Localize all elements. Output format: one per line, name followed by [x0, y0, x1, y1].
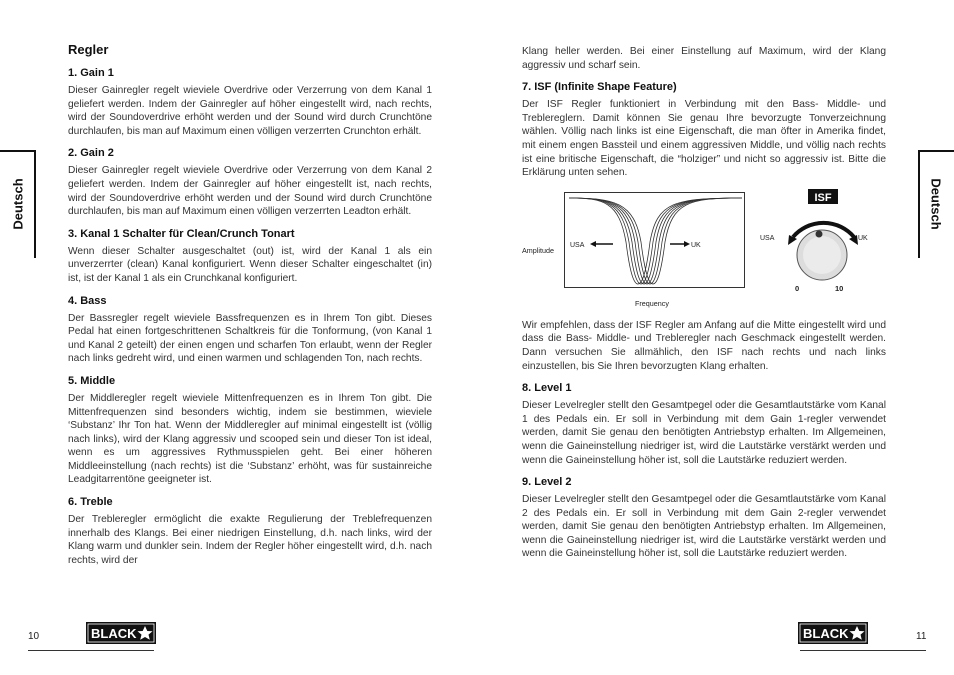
section-gain-1: [68, 67, 432, 138]
side-tab-label: Deutsch: [928, 178, 944, 230]
section-text: Der Middleregler regelt wieviele Mittenfrequenzen es in Ihrem Ton gibt. Die Mittenfrequenzen sind besonders wichtig, indem sie bestimmen, wieviele ‘Substanz’ Ihr Ton hat. Wenn der Middleregler auf minimal eingestellt ist (völlig nach links), wird der Klang aggressiv und scooped sein und dieser Ton ist ideal, wenn es um aggressives Rythmusspielen geht. Bei einer höheren Middleeinstellung (nach rechts) ist die ‘Substanz’ erhöht, was für sustainreiche Leadgitarrentöne geeigneter ist.: [68, 392, 432, 486]
section-text: Der ISF Regler funktioniert in Verbindung mit den Bass- Middle- und Treblereglern. Damit können Sie genau Ihre bevorzugte Tonverzeichnung wählen. Völlig nach links ist eine Eigenschaft, die man öfter in Amerika findet, mit einem engen Bassteil und einem aggressiven Middle, und völlig nach rechts ist eine britische Eigenschaft, die “holziger” und nicht so aggressiv ist. Bitte die Erklärung unten sehen.: [522, 99, 886, 179]
section-heading: 8. Level 1: [522, 382, 572, 395]
section-bass: [68, 295, 432, 366]
section-kanal-1-schalter: [68, 228, 432, 286]
section-heading: 4. Bass: [68, 294, 107, 307]
page-number-right: 11: [916, 631, 927, 642]
isf-figure: [522, 189, 886, 311]
section-gain-2: [68, 147, 432, 218]
svg-text:ISF: ISF: [814, 191, 832, 204]
black-star-logo: [86, 622, 156, 644]
svg-text:10: 10: [835, 283, 844, 293]
black-star-logo: [798, 622, 868, 644]
svg-text:USA: USA: [570, 241, 585, 249]
svg-text:UK: UK: [858, 234, 868, 242]
frequency-label: Frequency: [635, 298, 669, 308]
section-heading: 1. Gain 1: [68, 67, 114, 79]
section-isf: [522, 81, 886, 180]
side-tab-label: Deutsch: [10, 178, 26, 230]
section-heading: 9. Level 2: [522, 476, 572, 489]
right-page-content: [522, 45, 886, 561]
section-heading: 7. ISF (Infinite Shape Feature): [522, 81, 677, 94]
svg-text:BLACK: BLACK: [91, 626, 137, 641]
isf-knob: [760, 189, 886, 309]
section-text: Dieser Levelregler stellt den Gesamtpegel oder die Gesamtlautstärke vom Kanal 2 des Pedals ein. Er soll in Verbindung mit dem Gain 2-regler verwendet werden, damit Sie genau den benötigten Antriebstyp erhalten. Im Allgemeinen, wenn die Gaineinstellung niedriger ist, wird die Lautstärke verstärkt werden und wenn die Gaineinstellung höher ist, soll die Lautstärke reduziert werden.: [522, 494, 886, 560]
section-level-2: [522, 476, 886, 561]
side-tab-line: [34, 150, 36, 258]
eq-curve-graph: [564, 192, 746, 294]
section-text: Dieser Gainregler regelt wieviele Overdrive oder Verzerrung von dem Kanal 2 geliefert werden. Indem der Gainregler auf höher eingestellt ist, nach rechts, wird der Soundoverdrive erhöht werden und der Sound wird durch Crunchtöne durchlaufen, bis man auf Maximum einen völligen verzerrten Leadton erhält.: [68, 165, 432, 218]
knob-indicator: [816, 230, 823, 237]
svg-text:0: 0: [795, 283, 800, 293]
recommendation-text: Wir empfehlen, dass der ISF Regler am Anfang auf die Mitte eingestellt wird und dass die Bass- Middle- und Trebleregler nach Geschmack eingestellt werden. Dann versuchen Sie allmählich, den ISF nach rechts und nach links einzustellen, bis Sie Ihren bevorzugten Klang erhalten.: [522, 319, 886, 372]
section-level-1: [522, 382, 886, 467]
side-tab-rule: [918, 150, 954, 152]
left-page-content: [68, 42, 432, 567]
section-heading: 5. Middle: [68, 374, 116, 387]
section-heading: 2. Gain 2: [68, 147, 114, 160]
section-middle: [68, 375, 432, 487]
continued-text: Klang heller werden. Bei einer Einstellung auf Maximum, wird der Klang aggressiv und scharf sein.: [522, 46, 886, 71]
page-number-left: 10: [28, 631, 40, 642]
section-treble: [68, 496, 432, 567]
svg-text:USA: USA: [760, 234, 775, 242]
side-tab-right: [918, 150, 954, 258]
amplitude-label: Amplitude: [522, 245, 554, 255]
footer-rule-right: [800, 650, 926, 651]
section-text: Der Trebleregler ermöglicht die exakte Regulierung der Treblefrequenzen innerhalb des Klangs. Bei einer niedrigen Einstellung, d.h. nach links, wird der Klang warm und dunkler sein. Indem der Regler höher eingestellt wird, d.h. nach rechts, wird der: [68, 514, 432, 566]
side-tab-left: [0, 150, 36, 258]
side-tab-rule: [0, 150, 36, 152]
section-text: Der Bassregler regelt wieviele Bassfrequenzen es in Ihrem Ton gibt. Dieses Pedal hat einen fortgeschrittenen Schaltkreis für die Tonformung, (von Kanal 1 und Kanal 2 geteilt) der einen engen und scharfen Ton erlaubt, wenn der Regler nach links gedreht wird, und einen warmen und schlagenden Ton, nach rechts.: [68, 312, 432, 365]
section-text: Wenn dieser Schalter ausgeschaltet (out) ist, wird der Kanal 1 als ein unverzerrter (clean) Kanal konfiguriert. Wenn dieser Schalter eingeschaltet (in) ist, ist der Kanal 1 als ein Crunchkanal konfiguriert.: [68, 245, 432, 284]
side-tab-line: [918, 150, 920, 258]
section-heading: 6. Treble: [68, 496, 113, 509]
section-text: Dieser Gainregler regelt wieviele Overdrive oder Verzerrung von dem Kanal 1 geliefert werden. Indem der Gainregler auf höher eingestellt wird, nach rechts, wird der Soundoverdrive erhöht werden und der Sound wird durch Crunchtöne durchlaufen, bis man auf Maximum einen völligen verzerrten Crunchton erhält.: [68, 85, 432, 137]
svg-text:BLACK: BLACK: [803, 626, 849, 641]
page-title: Regler: [68, 42, 109, 57]
section-heading: 3. Kanal 1 Schalter für Clean/Crunch Tonart: [68, 227, 295, 240]
section-text: Dieser Levelregler stellt den Gesamtpegel oder die Gesamtlautstärke vom Kanal 1 des Pedals ein. Er soll in Verbindung mit dem Gain 1-regler verwendet werden, damit Sie genau den benötigten Antriebstyp erhalten. Im Allgemeinen, wenn die Gaineinstellung niedriger ist, wird die Lautstärke verstärkt werden und wenn die Gaineinstellung höher ist, soll die Lautstärke reduziert werden.: [522, 400, 886, 466]
svg-text:UK: UK: [691, 241, 701, 249]
footer-rule-left: [28, 650, 154, 651]
